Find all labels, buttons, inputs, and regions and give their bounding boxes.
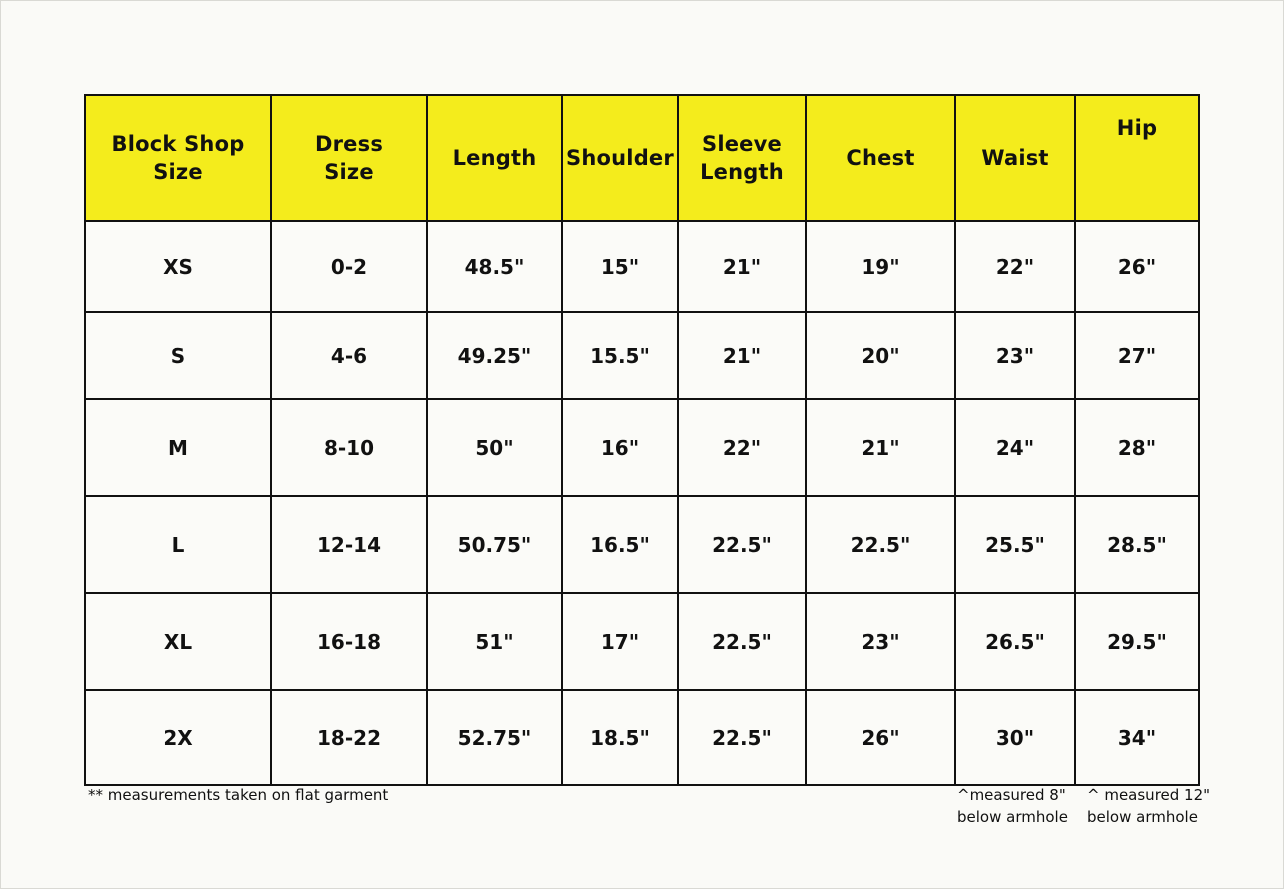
table-row xyxy=(85,221,1199,312)
cell-shoulder: 15.5" xyxy=(562,312,678,399)
cell-dress-size: 18-22 xyxy=(271,690,427,785)
cell-waist: 24" xyxy=(955,399,1075,496)
cell-shoulder: 18.5" xyxy=(562,690,678,785)
hip-measure-note xyxy=(1087,784,1210,828)
cell-chest: 22.5" xyxy=(806,496,955,593)
cell-dress-size: 0-2 xyxy=(271,221,427,312)
header-block-shop-size: Block Shop Size xyxy=(85,95,271,221)
cell-length: 52.75" xyxy=(427,690,562,785)
waist-note-line-1: ^measured 8" xyxy=(957,786,1066,804)
cell-dress-size: 16-18 xyxy=(271,593,427,690)
cell-shoulder: 16.5" xyxy=(562,496,678,593)
cell-block-shop-size: L xyxy=(85,496,271,593)
waist-note-line-2: below armhole xyxy=(957,808,1068,826)
cell-shoulder: 16" xyxy=(562,399,678,496)
table-row xyxy=(85,496,1199,593)
cell-block-shop-size: XS xyxy=(85,221,271,312)
cell-sleeve-length: 21" xyxy=(678,312,806,399)
header-waist: Waist xyxy=(955,95,1075,221)
cell-hip: 28" xyxy=(1075,399,1199,496)
table-body xyxy=(85,221,1199,785)
cell-hip: 28.5" xyxy=(1075,496,1199,593)
cell-sleeve-length: 22" xyxy=(678,399,806,496)
header-sleeve-length: Sleeve Length xyxy=(678,95,806,221)
cell-waist: 25.5" xyxy=(955,496,1075,593)
cell-dress-size: 4-6 xyxy=(271,312,427,399)
hip-note-line-1: ^ measured 12" xyxy=(1087,786,1211,804)
cell-waist: 23" xyxy=(955,312,1075,399)
header-chest: Chest xyxy=(806,95,955,221)
table-row xyxy=(85,593,1199,690)
cell-waist: 22" xyxy=(955,221,1075,312)
cell-length: 50.75" xyxy=(427,496,562,593)
cell-hip: 27" xyxy=(1075,312,1199,399)
cell-block-shop-size: XL xyxy=(85,593,271,690)
cell-chest: 19" xyxy=(806,221,955,312)
size-chart-table xyxy=(84,94,1200,786)
cell-chest: 26" xyxy=(806,690,955,785)
cell-shoulder: 17" xyxy=(562,593,678,690)
table-row xyxy=(85,690,1199,785)
cell-chest: 21" xyxy=(806,399,955,496)
header-hip: Hip xyxy=(1075,95,1199,221)
header-length: Length xyxy=(427,95,562,221)
cell-length: 51" xyxy=(427,593,562,690)
cell-hip: 26" xyxy=(1075,221,1199,312)
hip-note-line-2: below armhole xyxy=(1087,808,1198,826)
cell-block-shop-size: S xyxy=(85,312,271,399)
flat-garment-note-text: ** measurements taken on flat garment xyxy=(88,786,389,804)
cell-dress-size: 12-14 xyxy=(271,496,427,593)
cell-chest: 23" xyxy=(806,593,955,690)
header-row xyxy=(85,95,1199,221)
cell-shoulder: 15" xyxy=(562,221,678,312)
flat-garment-note xyxy=(88,784,388,806)
cell-waist: 30" xyxy=(955,690,1075,785)
cell-dress-size: 8-10 xyxy=(271,399,427,496)
cell-length: 48.5" xyxy=(427,221,562,312)
cell-chest: 20" xyxy=(806,312,955,399)
cell-waist: 26.5" xyxy=(955,593,1075,690)
cell-hip: 29.5" xyxy=(1075,593,1199,690)
table-row xyxy=(85,399,1199,496)
cell-hip: 34" xyxy=(1075,690,1199,785)
cell-sleeve-length: 22.5" xyxy=(678,690,806,785)
header-shoulder: Shoulder xyxy=(562,95,678,221)
cell-sleeve-length: 22.5" xyxy=(678,593,806,690)
cell-block-shop-size: 2X xyxy=(85,690,271,785)
cell-length: 50" xyxy=(427,399,562,496)
cell-length: 49.25" xyxy=(427,312,562,399)
waist-measure-note xyxy=(957,784,1068,828)
header-dress-size: Dress Size xyxy=(271,95,427,221)
table-row xyxy=(85,312,1199,399)
cell-sleeve-length: 22.5" xyxy=(678,496,806,593)
cell-sleeve-length: 21" xyxy=(678,221,806,312)
cell-block-shop-size: M xyxy=(85,399,271,496)
